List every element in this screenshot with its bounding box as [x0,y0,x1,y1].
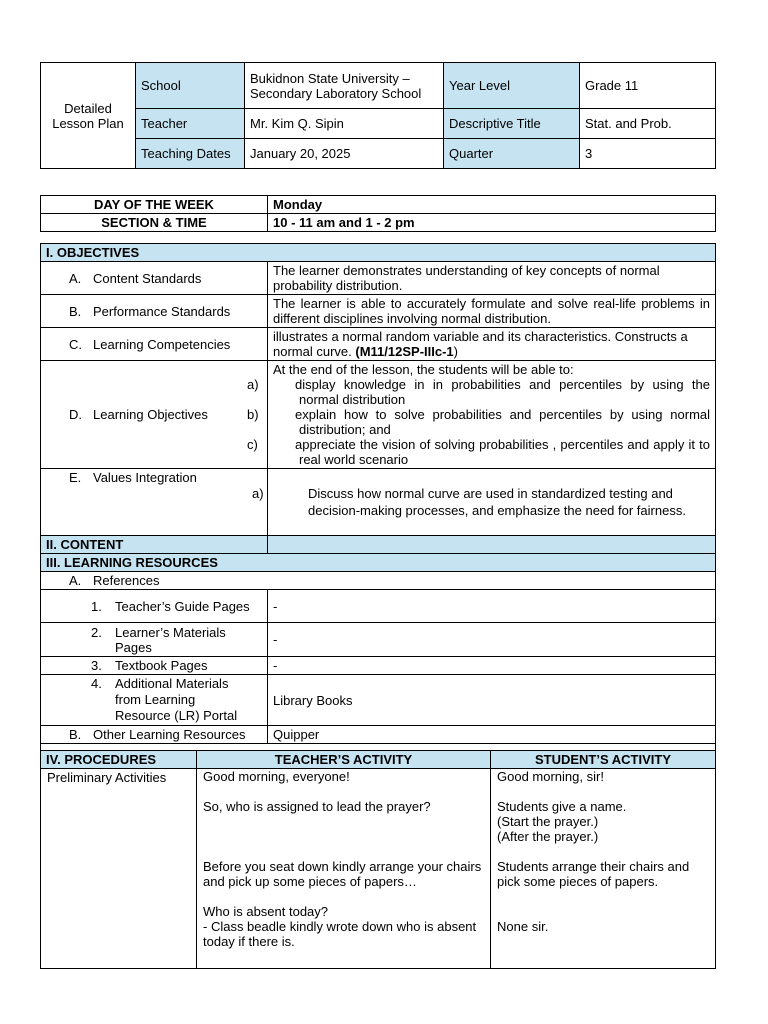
other-resources-letter: B. [69,727,82,742]
student-give-name: Students give a name. [497,799,627,814]
preliminary-activities-label: Preliminary Activities [41,769,197,969]
resource-value: - [268,657,716,675]
other-resources-label-text: Other Learning Resources [93,727,246,742]
performance-standards-value: The learner is able to accurately formulate and solve real-life problems in different disciplines involving normal distribution. [268,295,716,328]
values-integration-row [41,469,716,536]
resource-label [41,675,268,726]
performance-standards-row [41,295,716,328]
teacher-greeting: Good morning, everyone! [203,769,350,784]
section-time-value: 10 - 11 am and 1 - 2 pm [268,214,716,232]
resource-label [41,623,268,657]
performance-standards-label-text: Performance Standards [93,303,231,319]
other-resources-value: Quipper [268,726,716,744]
resource-value: - [268,623,716,657]
resource-num: 1. [91,598,102,614]
objective-text: display knowledge in in probabilities and percentiles by using the normal distribution [295,377,711,407]
learning-competencies-close: ) [453,344,458,359]
procedures-heading: IV. PROCEDURES [41,751,197,769]
learning-competencies-row [41,328,716,361]
values-integration-label [41,469,268,536]
resource-row [41,675,716,726]
descriptive-title-value: Stat. and Prob. [580,109,716,139]
teacher-activity-heading: TEACHER’S ACTIVITY [197,751,491,769]
content-standards-row [41,262,716,295]
learning-competencies-letter: C. [69,336,82,352]
section-time-label: SECTION & TIME [41,214,268,232]
student-greeting: Good morning, sir! [497,769,604,784]
learning-objectives-intro: At the end of the lesson, the students will be able to: [273,362,574,377]
preliminary-activities-row [41,769,716,969]
quarter-value: 3 [580,139,716,169]
values-integration-label-text: Values Integration [93,470,197,485]
objective-text: explain how to solve probabilities and percentiles by using normal distribution; and [295,407,711,437]
school-value: Bukidnon State University – Secondary Laboratory School [245,63,444,109]
learning-objectives-value [247,361,716,469]
learning-objectives-label [41,361,268,469]
values-integration-letter: E. [69,470,82,485]
resource-label [41,657,268,675]
student-activity-heading: STUDENT’S ACTIVITY [491,751,716,769]
teacher-beadle-instruction: - Class beadle kindly wrote down who is absent today if there is. [203,919,477,949]
resource-label-text: Learner’s Materials Pages [115,624,226,655]
learning-resources-heading: III. LEARNING RESOURCES [41,554,716,572]
objective-letter: c) [247,437,258,452]
teacher-absent-question: Who is absent today? [203,904,329,919]
values-item-text: Discuss how normal curve are used in standardized testing and decision-making processes, and emphasize the need for fairness. [308,486,686,518]
learning-objectives-letter: D. [69,407,82,422]
student-after-prayer: (After the prayer.) [497,829,599,844]
content-standards-value: The learner demonstrates understanding of key concepts of normal probability distribution. [268,262,716,295]
values-item-letter: a) [252,486,264,501]
descriptive-title-label: Descriptive Title [444,109,580,139]
teacher-prayer-question: So, who is assigned to lead the prayer? [203,799,431,814]
learning-objective-item [247,407,711,437]
references-letter: A. [69,573,82,588]
teacher-activity-cell [197,769,491,969]
student-absent-answer: None sir. [497,919,549,934]
teacher-chairs-instruction: Before you seat down kindly arrange your chairs and pick up some pieces of papers… [203,859,482,889]
learning-objective-item [247,437,711,467]
teacher-value: Mr. Kim Q. Sipin [245,109,444,139]
learning-competencies-label [41,328,268,361]
objective-letter: a) [247,377,259,392]
other-resources-label [41,726,268,744]
resource-label-text: Textbook Pages [115,658,208,673]
learning-competencies-label-text: Learning Competencies [93,336,231,352]
learning-competencies-text: illustrates a normal random variable and its characteristics. Constructs a normal curve. [273,329,688,359]
detailed-lesson-plan-label: Detailed Lesson Plan [41,63,136,169]
learning-competencies-value [268,328,716,361]
objectives-heading: I. OBJECTIVES [41,244,716,262]
resource-label-text: Additional Materials from Learning Resource (LR) Portal [115,676,238,723]
resource-num: 3. [91,658,102,673]
resource-label-text: Teacher’s Guide Pages [115,598,250,614]
teaching-dates-value: January 20, 2025 [245,139,444,169]
learning-objectives-row [41,361,716,469]
school-label: School [136,63,245,109]
resource-row [41,657,716,675]
resource-label [41,590,268,623]
year-level-value: Grade 11 [580,63,716,109]
day-of-week-label: DAY OF THE WEEK [41,196,268,214]
values-integration-item [252,485,710,519]
performance-standards-label [41,295,268,328]
student-arrange-chairs: Students arrange their chairs and pick some pieces of papers. [497,859,690,889]
references-label-text: References [93,573,160,588]
schedule-table [40,195,716,232]
resource-value: - [268,590,716,623]
header-table [40,62,716,169]
content-standards-letter: A. [69,270,82,286]
resource-value: Library Books [268,675,716,726]
resource-num: 4. [91,676,102,691]
objective-text: appreciate the vision of solving probabilities , percentiles and apply it to real world scenario [295,437,711,467]
teaching-dates-label: Teaching Dates [136,139,245,169]
resource-row [41,623,716,657]
year-level-label: Year Level [444,63,580,109]
teacher-label: Teacher [136,109,245,139]
learning-competencies-code: (M11/12SP-IIIc-1 [355,344,454,359]
day-of-week-value: Monday [268,196,716,214]
performance-standards-letter: B. [69,303,82,319]
objective-letter: b) [247,407,259,422]
student-activity-cell [491,769,716,969]
lesson-table [40,243,716,760]
content-heading: II. CONTENT [41,536,268,554]
other-resources-row [41,726,716,744]
procedures-table [40,750,716,969]
resource-row [41,590,716,623]
content-standards-label-text: Content Standards [93,270,202,286]
content-value [268,536,716,554]
student-start-prayer: (Start the prayer.) [497,814,599,829]
values-integration-value [252,469,716,536]
resource-num: 2. [91,624,102,640]
learning-objective-item [247,377,711,407]
learning-objectives-label-text: Learning Objectives [93,407,208,422]
references-label [41,572,716,590]
quarter-label: Quarter [444,139,580,169]
content-standards-label [41,262,268,295]
